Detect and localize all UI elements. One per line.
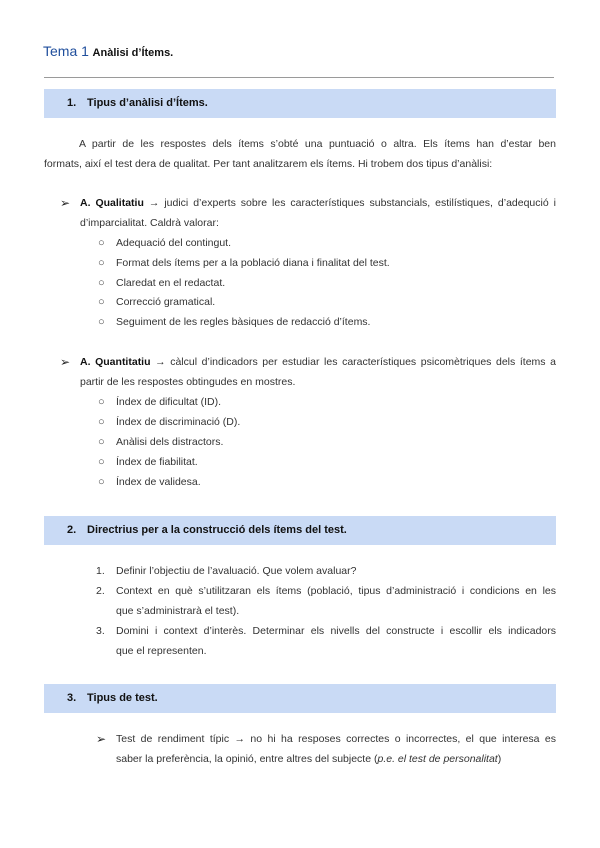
title-divider xyxy=(44,77,554,78)
qualitative-text-2: d’imparcialitat. Caldrà valorar: xyxy=(80,217,219,229)
list-item: ○ Seguiment de les regles bàsiques de redacció d’ítems. xyxy=(116,312,370,332)
quantitative-item xyxy=(60,352,556,392)
circle-bullet-icon: ○ xyxy=(98,396,105,408)
qualitative-text-1: → judici d’experts sobre les característiques substancials, estilístiques, d’adequció i xyxy=(143,197,556,209)
circle-bullet-icon: ○ xyxy=(98,277,105,289)
section-heading-1 xyxy=(44,89,556,118)
list-item: ○ Índex de dificultat (ID). xyxy=(116,392,221,412)
numbered-item: 1. Definir l’objectiu de l’avaluació. Que volem avaluar? xyxy=(96,565,357,577)
circle-bullet-icon: ○ xyxy=(98,296,105,308)
test-type-item: ➢ Test de rendiment típic → no hi ha resposes correctes o incorrectes, el que interesa es saber la preferència, la opinió, entre altres del subjecte (p.e. el test de personalitat) xyxy=(116,729,556,769)
section-number: 1. xyxy=(67,97,77,109)
page-title xyxy=(43,43,173,59)
topic-number: Tema 1 xyxy=(43,43,89,59)
qualitative-item xyxy=(60,193,556,233)
qualitative-label: A. Qualitatiu xyxy=(80,197,144,209)
circle-bullet-icon: ○ xyxy=(98,416,105,428)
list-item: ○ Adequació del contingut. xyxy=(116,233,231,253)
list-item: ○ Correcció gramatical. xyxy=(116,292,215,312)
arrow-bullet-icon: ➢ xyxy=(96,732,107,746)
circle-bullet-icon: ○ xyxy=(98,436,105,448)
intro-paragraph xyxy=(44,134,556,174)
circle-bullet-icon: ○ xyxy=(98,476,105,488)
list-item: ○ Anàlisi dels distractors. xyxy=(116,432,223,452)
quantitative-text-1: → càlcul d’indicadors per estudiar les característiques psicomètriques dels ítems a xyxy=(150,356,556,368)
numbered-item: 2. Context en què s’utilitzaran els ítems (població, tipus d’administració i condicions en les que s’administrarà el test). xyxy=(96,585,556,617)
circle-bullet-icon: ○ xyxy=(98,316,105,328)
section-title: Directrius per a la construcció dels ítems del test. xyxy=(87,524,347,536)
intro-line-1: A partir de les respostes dels ítems s’obté una puntuació o altra. Els ítems han d’estar ben xyxy=(79,138,556,150)
list-item: ○ Índex de validesa. xyxy=(116,472,201,492)
intro-line-2: formats, així el test dera de qualitat. Per tant analitzarem els ítems. Hi trobem dos tipus d’anàlisi: xyxy=(44,158,493,170)
section-heading-2 xyxy=(44,516,556,545)
arrow-bullet-icon: ➢ xyxy=(60,355,71,369)
numbered-item: 3. Domini i context d’interès. Determinar els nivells del constructe i escollir els indicadors que el representen. xyxy=(96,625,556,657)
section-title: Tipus d’anàlisi d’Ítems. xyxy=(87,97,208,109)
circle-bullet-icon: ○ xyxy=(98,237,105,249)
section-title: Tipus de test. xyxy=(87,692,158,704)
arrow-bullet-icon: ➢ xyxy=(60,196,71,210)
section-number: 3. xyxy=(67,692,77,704)
section-number: 2. xyxy=(67,524,77,536)
topic-name: Anàlisi d’Ítems. xyxy=(92,47,174,59)
list-item: ○ Índex de discriminació (D). xyxy=(116,412,240,432)
list-item: ○ Claredat en el redactat. xyxy=(116,273,225,293)
quantitative-label: A. Quantitatiu xyxy=(80,356,151,368)
circle-bullet-icon: ○ xyxy=(98,257,105,269)
list-item: ○ Índex de fiabilitat. xyxy=(116,452,198,472)
quantitative-text-2: partir de les respostes obtingudes en mostres. xyxy=(80,376,296,388)
circle-bullet-icon: ○ xyxy=(98,456,105,468)
list-item: ○ Format dels ítems per a la població diana i finalitat del test. xyxy=(116,253,390,273)
section-heading-3 xyxy=(44,684,556,713)
